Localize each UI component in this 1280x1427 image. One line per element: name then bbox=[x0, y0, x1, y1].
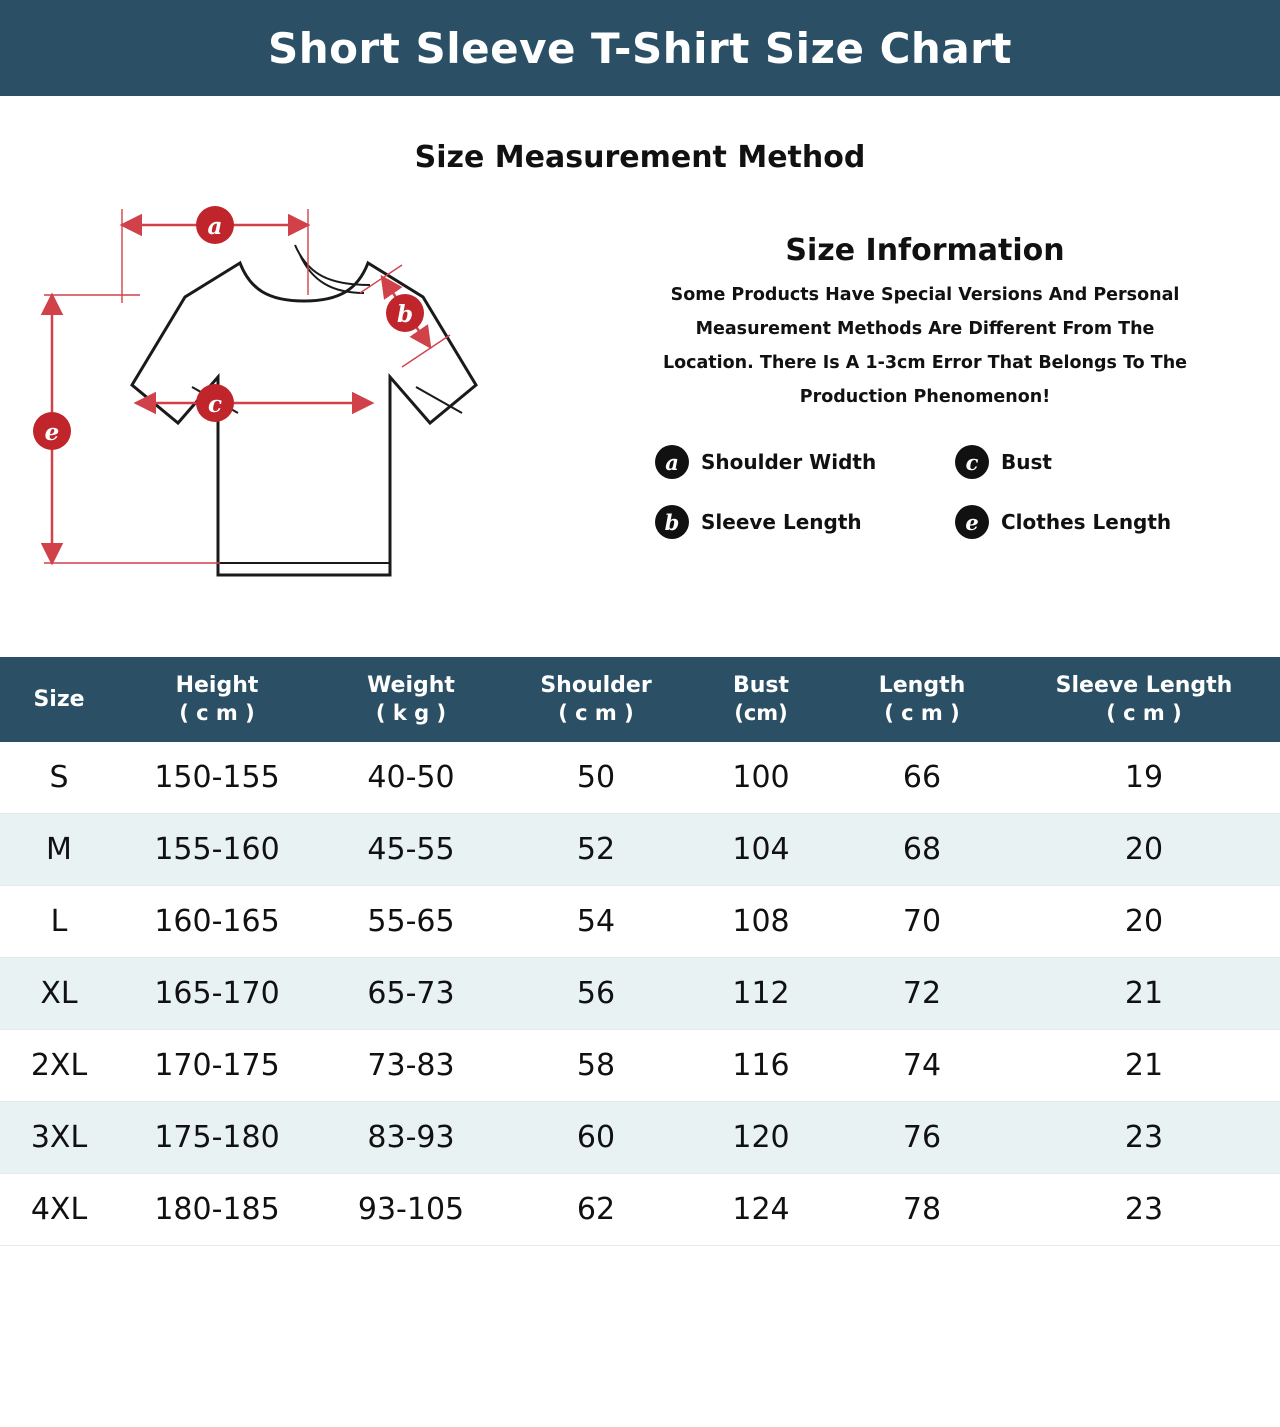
column-header-length bbox=[836, 657, 1008, 742]
cell-sleeve-length: 21 bbox=[1008, 957, 1280, 1029]
cell-weight: 45-55 bbox=[316, 813, 506, 885]
cell-bust: 100 bbox=[686, 742, 836, 814]
measurement-legend bbox=[655, 445, 1215, 565]
cell-shoulder: 50 bbox=[506, 742, 686, 814]
size-table-body bbox=[0, 742, 1280, 1246]
cell-length: 72 bbox=[836, 957, 1008, 1029]
cell-size: S bbox=[0, 742, 118, 814]
table-row bbox=[0, 885, 1280, 957]
cell-length: 76 bbox=[836, 1101, 1008, 1173]
cell-bust: 108 bbox=[686, 885, 836, 957]
badge-b-icon: b bbox=[655, 505, 689, 539]
cell-shoulder: 56 bbox=[506, 957, 686, 1029]
cell-shoulder: 62 bbox=[506, 1173, 686, 1245]
cell-height: 170-175 bbox=[118, 1029, 316, 1101]
cell-sleeve-length: 20 bbox=[1008, 813, 1280, 885]
column-header-sleeve-length-unit: ( c m ) bbox=[1106, 701, 1182, 726]
cell-sleeve-length: 20 bbox=[1008, 885, 1280, 957]
size-information-title: Size Information bbox=[785, 233, 1065, 268]
table-row bbox=[0, 1101, 1280, 1173]
column-header-weight-name: Weight bbox=[367, 673, 455, 698]
cell-weight: 93-105 bbox=[316, 1173, 506, 1245]
cell-length: 68 bbox=[836, 813, 1008, 885]
column-header-shoulder-name: Shoulder bbox=[540, 673, 652, 698]
cell-weight: 55-65 bbox=[316, 885, 506, 957]
legend-label-clothes-length: Clothes Length bbox=[1001, 510, 1172, 534]
legend-row bbox=[655, 505, 1215, 539]
table-header-row bbox=[0, 657, 1280, 742]
table-row bbox=[0, 742, 1280, 814]
cell-size: 2XL bbox=[0, 1029, 118, 1101]
size-table-wrapper bbox=[0, 657, 1280, 1246]
cell-height: 150-155 bbox=[118, 742, 316, 814]
legend-item-bust bbox=[955, 445, 1052, 479]
column-header-height-unit: ( c m ) bbox=[179, 701, 255, 726]
table-row bbox=[0, 957, 1280, 1029]
column-header-bust bbox=[686, 657, 836, 742]
cell-height: 165-170 bbox=[118, 957, 316, 1029]
cell-size: 3XL bbox=[0, 1101, 118, 1173]
cell-bust: 124 bbox=[686, 1173, 836, 1245]
column-header-size bbox=[0, 657, 118, 742]
cell-sleeve-length: 19 bbox=[1008, 742, 1280, 814]
cell-length: 78 bbox=[836, 1173, 1008, 1245]
badge-e-icon: e bbox=[955, 505, 989, 539]
cell-height: 175-180 bbox=[118, 1101, 316, 1173]
cell-height: 155-160 bbox=[118, 813, 316, 885]
method-section-title: Size Measurement Method bbox=[414, 140, 866, 175]
column-header-size-name: Size bbox=[33, 686, 85, 712]
column-header-height bbox=[118, 657, 316, 742]
cell-weight: 73-83 bbox=[316, 1029, 506, 1101]
column-header-length-name: Length bbox=[878, 673, 966, 698]
badge-c-icon: c bbox=[955, 445, 989, 479]
cell-weight: 83-93 bbox=[316, 1101, 506, 1173]
cell-weight: 40-50 bbox=[316, 742, 506, 814]
badge-a-icon: a bbox=[655, 445, 689, 479]
cell-bust: 104 bbox=[686, 813, 836, 885]
table-row bbox=[0, 813, 1280, 885]
cell-weight: 65-73 bbox=[316, 957, 506, 1029]
cell-length: 66 bbox=[836, 742, 1008, 814]
page-title: Short Sleeve T-Shirt Size Chart bbox=[268, 23, 1012, 73]
table-row bbox=[0, 1029, 1280, 1101]
column-header-sleeve-length bbox=[1008, 657, 1280, 742]
cell-height: 180-185 bbox=[118, 1173, 316, 1245]
column-header-length-unit: ( c m ) bbox=[884, 701, 960, 726]
svg-text:c: c bbox=[207, 391, 223, 418]
size-table bbox=[0, 657, 1280, 1246]
cell-size: M bbox=[0, 813, 118, 885]
cell-shoulder: 58 bbox=[506, 1029, 686, 1101]
svg-text:b: b bbox=[396, 301, 414, 328]
legend-item-shoulder-width bbox=[655, 445, 955, 479]
size-table-head bbox=[0, 657, 1280, 742]
column-header-bust-name: Bust bbox=[732, 673, 790, 698]
column-header-shoulder-unit: ( c m ) bbox=[558, 701, 634, 726]
svg-text:e: e bbox=[44, 419, 60, 446]
legend-label-shoulder-width: Shoulder Width bbox=[701, 450, 877, 474]
legend-label-bust: Bust bbox=[1001, 450, 1052, 474]
method-body bbox=[0, 175, 1280, 645]
column-header-bust-unit: (cm) bbox=[734, 701, 788, 726]
page-header bbox=[0, 0, 1280, 96]
legend-item-clothes-length bbox=[955, 505, 1171, 539]
cell-height: 160-165 bbox=[118, 885, 316, 957]
size-information-text: Some Products Have Special Versions And Personal Measurement Methods Are Different From The Location. There Is A 1-3cm Error That Belongs To The Production Phenomenon! bbox=[662, 285, 1188, 408]
legend-item-sleeve-length bbox=[655, 505, 955, 539]
cell-length: 74 bbox=[836, 1029, 1008, 1101]
column-header-weight bbox=[316, 657, 506, 742]
column-header-height-name: Height bbox=[175, 673, 259, 698]
cell-bust: 120 bbox=[686, 1101, 836, 1173]
column-header-weight-unit: ( k g ) bbox=[375, 701, 447, 726]
cell-bust: 116 bbox=[686, 1029, 836, 1101]
cell-sleeve-length: 23 bbox=[1008, 1173, 1280, 1245]
table-row bbox=[0, 1173, 1280, 1245]
cell-size: L bbox=[0, 885, 118, 957]
cell-shoulder: 52 bbox=[506, 813, 686, 885]
column-header-sleeve-length-name: Sleeve Length bbox=[1055, 673, 1233, 698]
cell-bust: 112 bbox=[686, 957, 836, 1029]
size-information-block bbox=[655, 233, 1255, 415]
cell-length: 70 bbox=[836, 885, 1008, 957]
legend-row bbox=[655, 445, 1215, 479]
tshirt-diagram bbox=[30, 195, 630, 615]
cell-size: 4XL bbox=[0, 1173, 118, 1245]
legend-label-sleeve-length: Sleeve Length bbox=[701, 510, 862, 534]
cell-shoulder: 54 bbox=[506, 885, 686, 957]
cell-size: XL bbox=[0, 957, 118, 1029]
svg-text:a: a bbox=[207, 213, 223, 240]
cell-sleeve-length: 23 bbox=[1008, 1101, 1280, 1173]
cell-sleeve-length: 21 bbox=[1008, 1029, 1280, 1101]
cell-shoulder: 60 bbox=[506, 1101, 686, 1173]
column-header-shoulder bbox=[506, 657, 686, 742]
